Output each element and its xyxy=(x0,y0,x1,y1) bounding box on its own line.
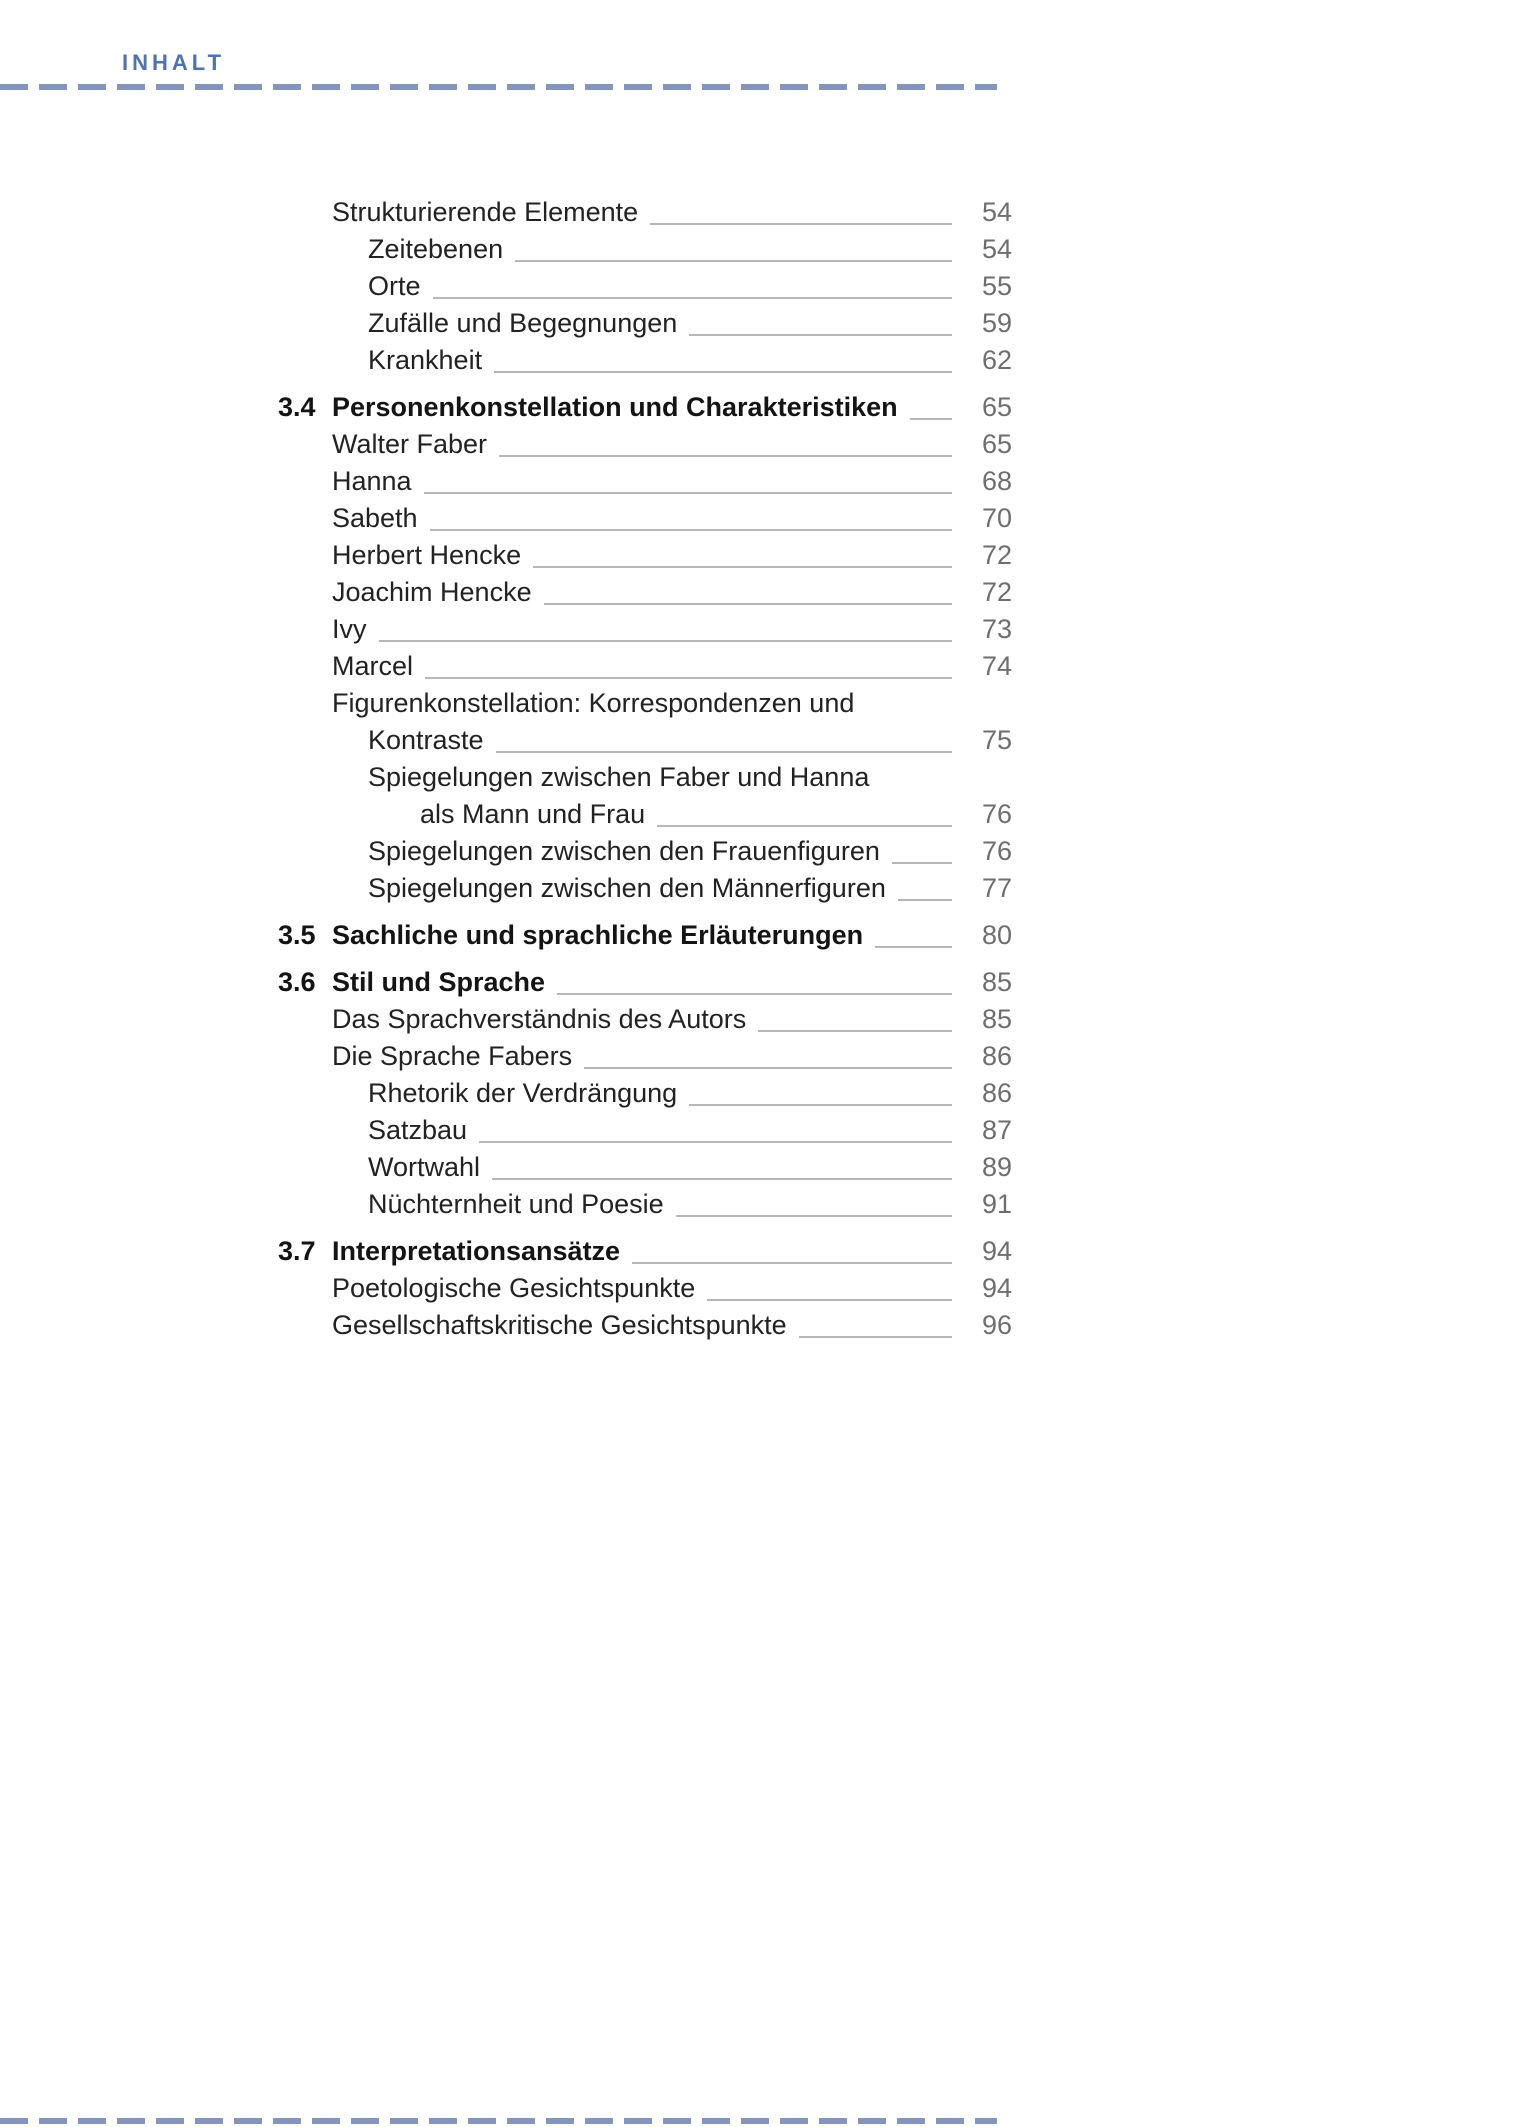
toc-entry xyxy=(278,305,1012,342)
page-header-title: INHALT xyxy=(122,50,226,75)
toc-entry-label: Die Sprache Fabers xyxy=(332,1041,573,1071)
toc-entry xyxy=(278,648,1012,685)
toc-entry-page: 94 xyxy=(981,1273,1012,1303)
toc-entry-label: Zufälle und Begegnungen xyxy=(368,308,678,338)
toc-entry-page: 73 xyxy=(981,614,1012,644)
toc-entry-page: 91 xyxy=(981,1189,1012,1219)
toc-leader-line xyxy=(892,856,952,864)
toc-leader-line xyxy=(479,1135,952,1143)
toc-entry-label: Marcel xyxy=(332,651,414,681)
toc-entry-label: Poetologische Gesichtspunkte xyxy=(332,1273,696,1303)
toc-entry xyxy=(278,500,1012,537)
toc-entry-label: Satzbau xyxy=(368,1115,468,1145)
toc-entry xyxy=(278,268,1012,305)
toc-entry xyxy=(278,833,1012,870)
toc-entry xyxy=(278,574,1012,611)
toc-entry xyxy=(278,917,1012,954)
toc-entry-label: Hanna xyxy=(332,466,412,496)
toc-entry xyxy=(278,1112,1012,1149)
toc-entry xyxy=(278,685,1012,722)
toc-entry-label: Spiegelungen zwischen Faber und Hanna xyxy=(368,762,870,792)
toc-entry-page: 68 xyxy=(981,466,1012,496)
toc-entry xyxy=(278,537,1012,574)
toc-entry-page: 65 xyxy=(981,392,1012,422)
toc-entry xyxy=(278,1186,1012,1223)
toc-entry-page: 86 xyxy=(981,1078,1012,1108)
toc-leader-line xyxy=(875,940,952,948)
toc-entry-page: 62 xyxy=(981,345,1012,375)
toc-entry xyxy=(278,389,1012,426)
toc-leader-line xyxy=(499,449,952,457)
toc-leader-line xyxy=(632,1256,952,1264)
toc-leader-line xyxy=(533,560,952,568)
toc-leader-line xyxy=(689,1098,952,1106)
table-of-contents xyxy=(278,194,1012,1344)
toc-leader-line xyxy=(544,597,952,605)
toc-leader-line xyxy=(650,217,952,225)
toc-leader-line xyxy=(657,819,952,827)
toc-section-number: 3.7 xyxy=(278,1236,316,1266)
toc-entry-page: 74 xyxy=(981,651,1012,681)
toc-entry-label: als Mann und Frau xyxy=(420,799,646,829)
toc-entry-page: 76 xyxy=(981,799,1012,829)
toc-entry-page: 54 xyxy=(981,197,1012,227)
toc-entry xyxy=(278,194,1012,231)
toc-entry-page: 76 xyxy=(981,836,1012,866)
toc-entry xyxy=(278,759,1012,796)
toc-entry-page: 65 xyxy=(981,429,1012,459)
toc-leader-line xyxy=(557,987,952,995)
toc-leader-line xyxy=(515,254,952,262)
toc-entry xyxy=(278,796,1012,833)
toc-section-number: 3.5 xyxy=(278,920,316,950)
footer-dashed-rule xyxy=(0,2118,997,2124)
toc-section-number: 3.4 xyxy=(278,392,316,422)
toc-entry xyxy=(278,1075,1012,1112)
toc-section-number: 3.6 xyxy=(278,967,316,997)
toc-entry xyxy=(278,1307,1012,1344)
toc-leader-line xyxy=(799,1330,952,1338)
toc-entry-page: 72 xyxy=(981,540,1012,570)
toc-leader-line xyxy=(430,523,952,531)
toc-entry-label: Personenkonstellation und Charakteristiken xyxy=(332,392,898,422)
toc-entry xyxy=(278,964,1012,1001)
toc-entry-page: 87 xyxy=(981,1115,1012,1145)
toc-entry xyxy=(278,342,1012,379)
toc-entry-page: 72 xyxy=(981,577,1012,607)
toc-leader-line xyxy=(424,486,952,494)
toc-entry-page: 94 xyxy=(981,1236,1012,1266)
toc-leader-line xyxy=(584,1061,952,1069)
toc-entry-label: Das Sprachverständnis des Autors xyxy=(332,1004,747,1034)
toc-entry-page: 86 xyxy=(981,1041,1012,1071)
toc-leader-line xyxy=(910,412,952,420)
toc-entry-page: 59 xyxy=(981,308,1012,338)
toc-entry xyxy=(278,1149,1012,1186)
toc-entry-page: 89 xyxy=(981,1152,1012,1182)
toc-entry-label: Orte xyxy=(368,271,421,301)
toc-leader-line xyxy=(898,893,952,901)
toc-leader-line xyxy=(379,634,952,642)
toc-entry xyxy=(278,611,1012,648)
toc-leader-line xyxy=(425,671,952,679)
toc-entry-page: 75 xyxy=(981,725,1012,755)
header-dashed-rule xyxy=(0,84,997,90)
toc-entry-label: Gesellschaftskritische Gesichtspunkte xyxy=(332,1310,787,1340)
toc-entry-label: Interpretationsansätze xyxy=(332,1236,621,1266)
toc-entry-page: 85 xyxy=(981,1004,1012,1034)
toc-entry-label: Ivy xyxy=(332,614,367,644)
toc-entry xyxy=(278,1001,1012,1038)
toc-entry xyxy=(278,1038,1012,1075)
toc-leader-line xyxy=(758,1024,952,1032)
toc-entry-label: Joachim Hencke xyxy=(332,577,532,607)
toc-entry-label: Walter Faber xyxy=(332,429,488,459)
toc-entry-page: 70 xyxy=(981,503,1012,533)
toc-entry-label: Herbert Hencke xyxy=(332,540,522,570)
toc-entry-page: 55 xyxy=(981,271,1012,301)
toc-entry xyxy=(278,722,1012,759)
toc-entry xyxy=(278,231,1012,268)
toc-leader-line xyxy=(496,745,952,753)
toc-entry-page: 54 xyxy=(981,234,1012,264)
toc-entry xyxy=(278,1233,1012,1270)
toc-entry-page: 77 xyxy=(981,873,1012,903)
toc-entry-label: Strukturierende Elemente xyxy=(332,197,639,227)
toc-entry-label: Spiegelungen zwischen den Frauenfiguren xyxy=(368,836,880,866)
toc-leader-line xyxy=(707,1293,952,1301)
toc-entry xyxy=(278,426,1012,463)
toc-entry-label: Sabeth xyxy=(332,503,418,533)
toc-leader-line xyxy=(689,328,952,336)
toc-entry-label: Figurenkonstellation: Korrespondenzen und xyxy=(332,688,855,718)
toc-entry-label: Rhetorik der Verdrängung xyxy=(368,1078,678,1108)
toc-entry-label: Wortwahl xyxy=(368,1152,481,1182)
toc-entry-label: Kontraste xyxy=(368,725,484,755)
toc-leader-line xyxy=(494,365,952,373)
toc-entry-page: 85 xyxy=(981,967,1012,997)
toc-entry-label: Nüchternheit und Poesie xyxy=(368,1189,664,1219)
toc-entry-label: Krankheit xyxy=(368,345,483,375)
toc-entry xyxy=(278,463,1012,500)
toc-entry-label: Sachliche und sprachliche Erläuterungen xyxy=(332,920,864,950)
toc-leader-line xyxy=(676,1209,952,1217)
toc-entry xyxy=(278,870,1012,907)
toc-entry-label: Spiegelungen zwischen den Männerfiguren xyxy=(368,873,886,903)
toc-leader-line xyxy=(433,291,952,299)
toc-entry-label: Stil und Sprache xyxy=(332,967,546,997)
toc-leader-line xyxy=(492,1172,952,1180)
toc-entry-label: Zeitebenen xyxy=(368,234,504,264)
toc-entry-page: 96 xyxy=(981,1310,1012,1340)
toc-entry xyxy=(278,1270,1012,1307)
toc-entry-page: 80 xyxy=(981,920,1012,950)
